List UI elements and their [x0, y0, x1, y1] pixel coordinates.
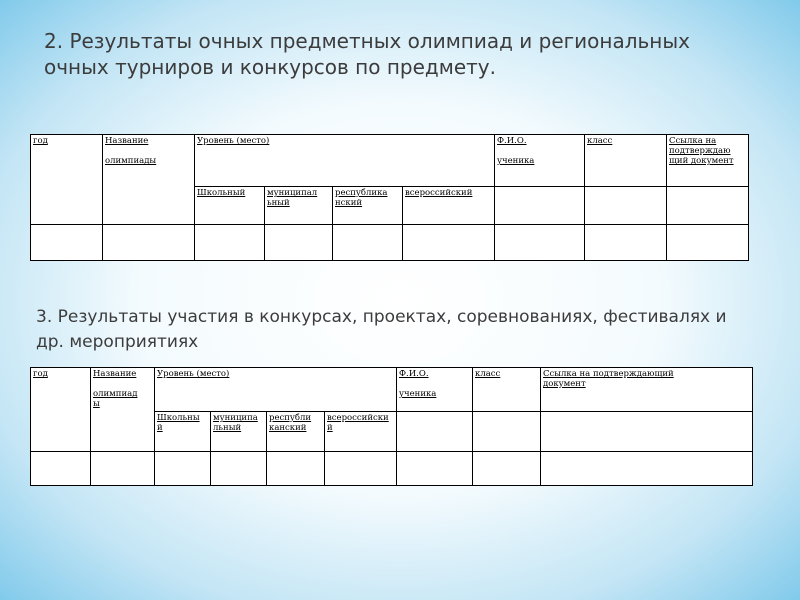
header-level: Уровень (место): [195, 135, 495, 187]
empty-cell: [667, 187, 749, 225]
empty-cell: [541, 412, 753, 452]
header-year: год: [31, 135, 103, 225]
header-olympiad-name: Название олимпиад ы: [91, 368, 155, 452]
header-level: Уровень (место): [155, 368, 397, 412]
header-level-municipal: муниципал ьный: [265, 187, 333, 225]
header-student-name: Ф.И.О. ученика: [495, 135, 585, 187]
table-row: [31, 452, 753, 486]
header-level-school: Школьны й: [155, 412, 211, 452]
header-olympiad-name: Название олимпиады: [103, 135, 195, 225]
header-level-republic: республика нский: [333, 187, 403, 225]
section-2-title: 2. Результаты очных предметных олимпиад и региональных очных турниров и конкурсов по предмету.: [44, 29, 690, 79]
header-level-russian: всероссийский: [403, 187, 495, 225]
header-document-link: Ссылка на подтверждаю щий документ: [667, 135, 749, 187]
empty-cell: [397, 412, 473, 452]
header-document-link: Ссылка на подтверждающий документ: [541, 368, 753, 412]
empty-cell: [473, 412, 541, 452]
table-row: [31, 225, 749, 261]
header-student-name: Ф.И.О. ученика: [397, 368, 473, 412]
empty-cell: [495, 187, 585, 225]
header-level-school: Школьный: [195, 187, 265, 225]
header-level-republic: республи канский: [267, 412, 325, 452]
olympiad-results-table: [30, 134, 749, 261]
competition-results-table: [30, 367, 753, 486]
empty-cell: [585, 187, 667, 225]
header-class: класс: [585, 135, 667, 187]
header-level-municipal: муниципа льный: [211, 412, 267, 452]
section-3-title: 3. Результаты участия в конкурсах, проектах, соревнованиях, фестивалях и др. мероприятиях: [36, 307, 727, 352]
header-class: класс: [473, 368, 541, 412]
header-year: год: [31, 368, 91, 452]
header-level-russian: всероссийски й: [325, 412, 397, 452]
